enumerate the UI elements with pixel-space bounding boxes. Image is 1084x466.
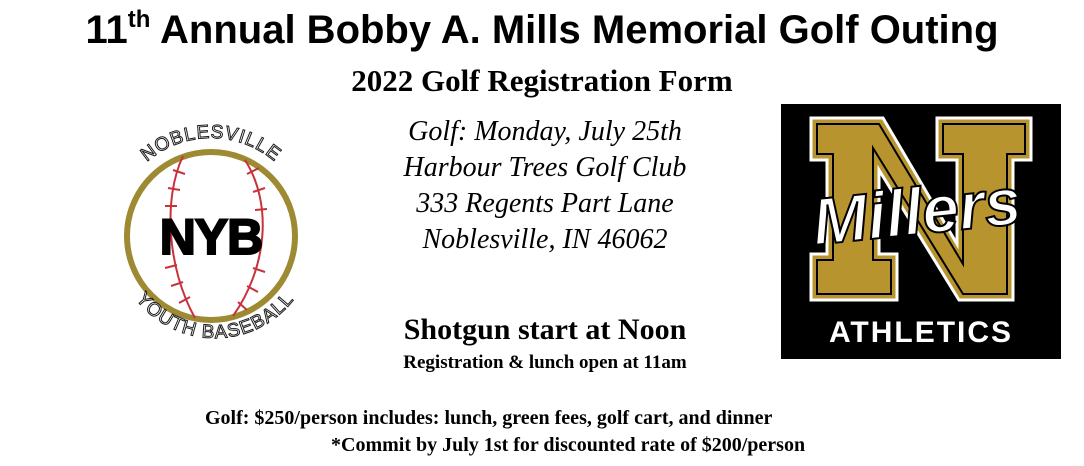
event-street: 333 Regents Part Lane	[416, 188, 674, 219]
shotgun-start: Shotgun start at Noon	[403, 313, 687, 346]
page-title	[0, 4, 1084, 56]
logo-nyb-text: NYB	[159, 209, 263, 265]
event-city: Noblesville, IN 46062	[422, 224, 668, 255]
title-number: 11	[85, 8, 128, 52]
millers-logo-graphic	[781, 104, 1061, 359]
event-venue: Harbour Trees Golf Club	[403, 152, 687, 183]
title-ordinal-suffix: th	[127, 6, 151, 33]
millers-athletics-logo	[781, 104, 1061, 359]
logo-top-arc-text: NOBLESVILLE	[137, 121, 286, 166]
event-date: Golf: Monday, July 25th	[408, 116, 682, 147]
registration-open-time: Registration & lunch open at 11am	[403, 352, 687, 373]
discount-line: *Commit by July 1st for discounted rate of $200/person	[331, 434, 806, 456]
title-text: Annual Bobby A. Mills Memorial Golf Outing	[150, 8, 999, 52]
athletics-text: ATHLETICS	[828, 316, 1014, 349]
event-details	[330, 114, 760, 258]
millers-script-text: Millers	[808, 163, 1025, 259]
price-line: Golf: $250/person includes: lunch, green fees, golf cart, and dinner	[205, 407, 773, 429]
form-subtitle: 2022 Golf Registration Form	[351, 63, 733, 98]
logo-bottom-arc-text: YOUTH BASEBALL	[131, 288, 299, 344]
baseball-logo-graphic	[95, 108, 325, 358]
noblesville-youth-baseball-logo	[95, 108, 325, 358]
